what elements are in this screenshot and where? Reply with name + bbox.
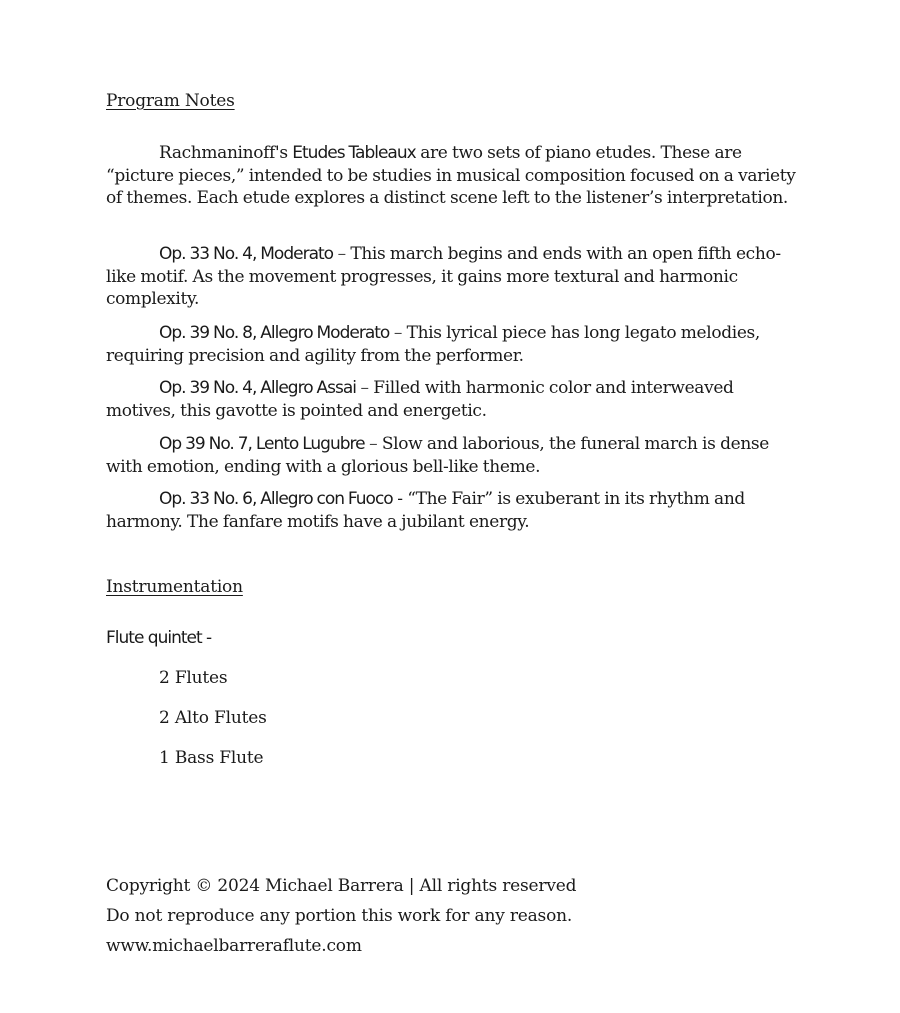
- movement-paragraph: [106, 488, 806, 533]
- movement-paragraph: [106, 433, 806, 478]
- movement-description: This lyrical piece has long legato melodies, requiring precision and agility from the performer.: [106, 323, 760, 366]
- instrument-item: 2 Flutes: [159, 668, 228, 688]
- movement-paragraph: [106, 377, 806, 422]
- movement-paragraph: [106, 243, 806, 311]
- movement-title: Op. 39 No. 4, Allegro Assai: [159, 378, 356, 398]
- movement-separator: –: [356, 378, 374, 398]
- movement-title: Op. 33 No. 6, Allegro con Fuoco: [159, 489, 393, 509]
- intro-paragraph: [106, 142, 806, 210]
- instrumentation-heading: Instrumentation: [106, 577, 243, 597]
- movement-separator: –: [364, 434, 382, 454]
- reproduction-notice: Do not reproduce any portion this work for any reason.: [106, 906, 573, 926]
- movement-description: This march begins and ends with an open fifth echo-like motif. As the movement progresses, it gains more textural and harmonic complexity.: [106, 244, 781, 309]
- movement-description: Filled with harmonic color and interweaved motives, this gavotte is pointed and energetic.: [106, 378, 734, 421]
- movement-title: Op 39 No. 7, Lento Lugubre: [159, 434, 365, 454]
- movement-description: “The Fair” is exuberant in its rhythm and harmony. The fanfare motifs have a jubilant energy.: [106, 489, 745, 532]
- copyright-line: Copyright © 2024 Michael Barrera | All rights reserved: [106, 876, 577, 896]
- movement-separator: –: [389, 323, 407, 343]
- movement-title: Op. 33 No. 4, Moderato: [159, 244, 334, 264]
- intro-pre: Rachmaninoff's: [159, 143, 293, 163]
- instrument-item: 1 Bass Flute: [159, 748, 264, 768]
- movement-title: Op. 39 No. 8, Allegro Moderato: [159, 323, 390, 343]
- movement-separator: –: [333, 244, 351, 264]
- instrument-item: 2 Alto Flutes: [159, 708, 267, 728]
- movement-separator: -: [392, 489, 408, 509]
- website-link[interactable]: www.michaelbarreraflute.com: [106, 936, 362, 956]
- program-notes-heading: Program Notes: [106, 91, 235, 111]
- intro-post: are two sets of piano etudes. These are “picture pieces,” intended to be studies in musical composition focused on a variety of themes. Each etude explores a distinct scene left to the listener’s interpretation.: [106, 143, 796, 208]
- ensemble-label: Flute quintet -: [106, 628, 212, 648]
- movement-paragraph: [106, 322, 806, 367]
- etudes-tableaux-title: Etudes Tableaux: [292, 143, 416, 163]
- movement-description: Slow and laborious, the funeral march is dense with emotion, ending with a glorious bell-like theme.: [106, 434, 769, 477]
